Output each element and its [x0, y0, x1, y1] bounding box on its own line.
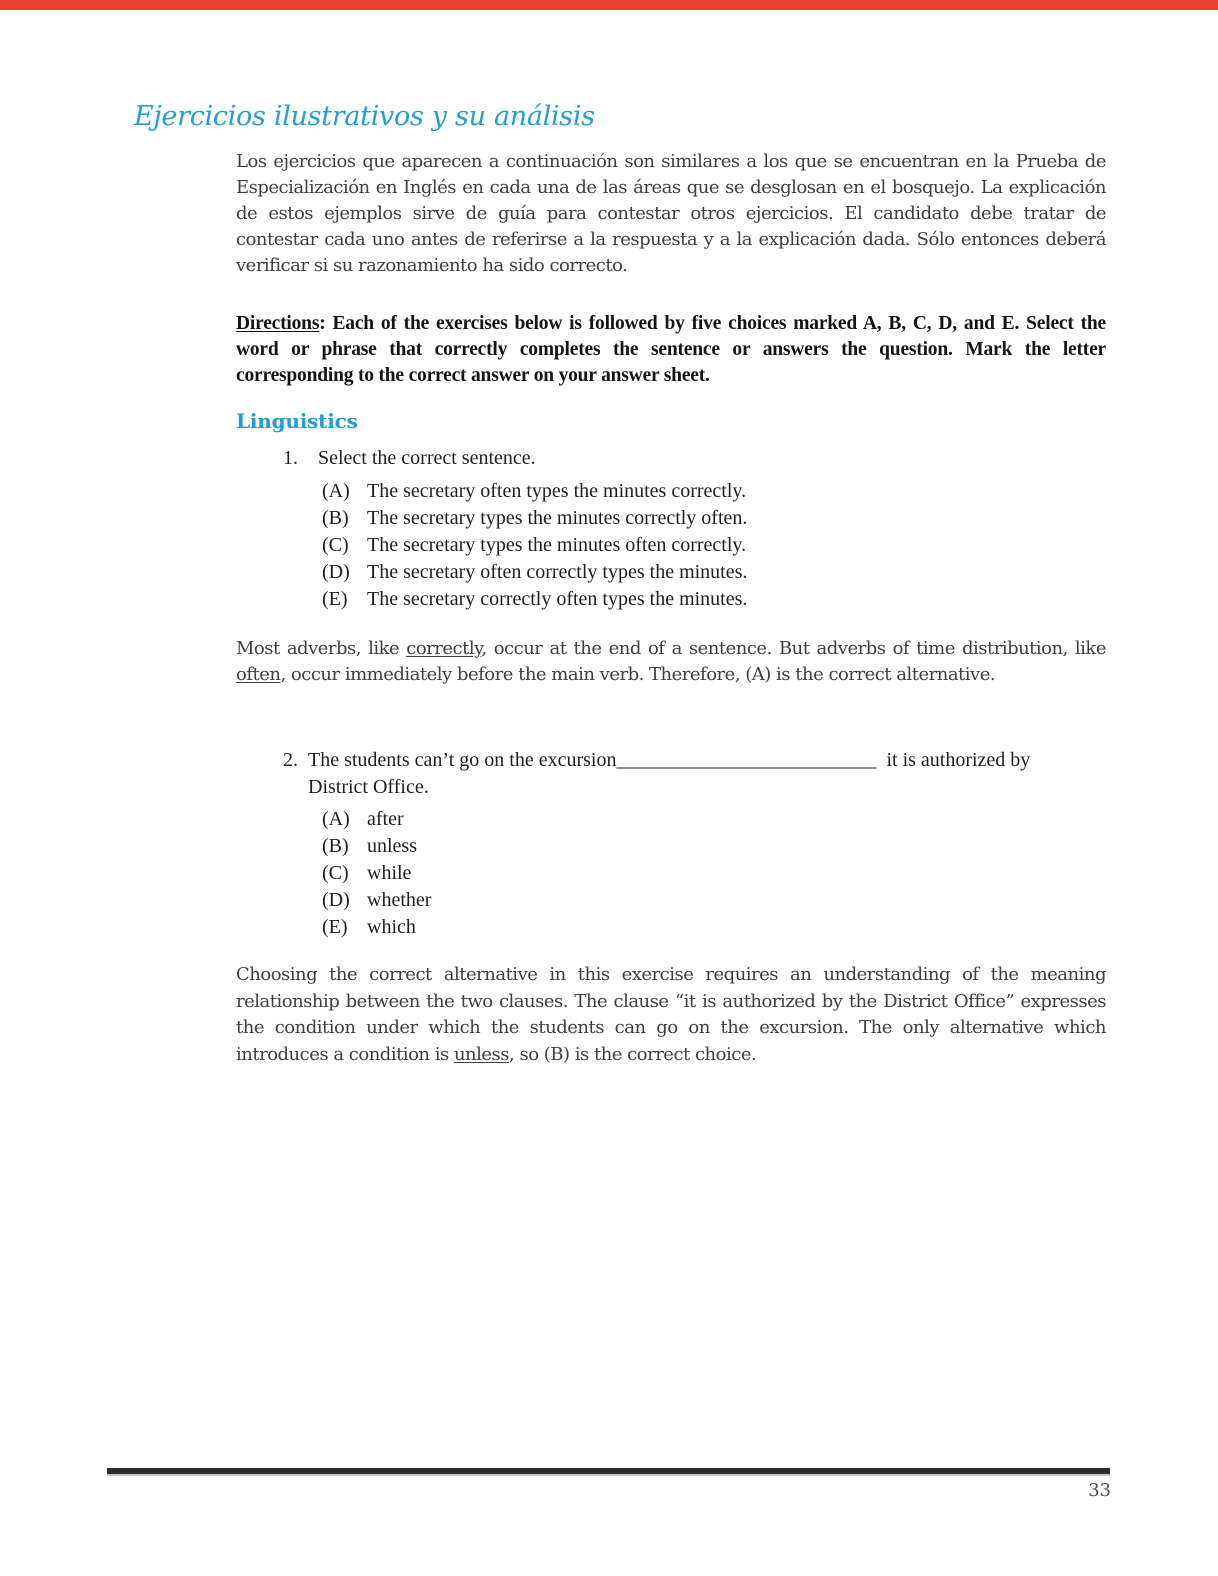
choice-letter: (E) [322, 588, 348, 610]
question-2-choices [322, 806, 431, 941]
choice-text: The secretary types the minutes often correctly. [367, 534, 747, 556]
choice-text: after [367, 808, 404, 830]
explanation-text: Most adverbs, like [236, 638, 407, 659]
underlined-word-correctly: correctly [406, 638, 482, 659]
question-2-line-2: District Office. [308, 776, 429, 798]
question-2-prompt [308, 747, 1030, 801]
choice-text: whether [367, 889, 432, 911]
explanation-question-2 [236, 962, 1106, 1068]
question-2-line-1 [308, 747, 1030, 774]
choice-letter: (C) [322, 534, 349, 556]
directions-separator: : [319, 313, 333, 334]
choice-row-2b [322, 833, 431, 860]
question-2-number: 2. [283, 749, 298, 771]
choice-row-2a [322, 806, 431, 833]
explanation-text: , occur at the end of a sentence. But adverbs of time distribution, like [481, 638, 1106, 659]
choice-letter: (D) [322, 561, 350, 583]
directions-body: Each of the exercises below is followed by five choices marked A, B, C, D, and E. Select the word or phrase that correctly completes the sentence or answers the question. Mark the letter corresponding to the correct answer on your answer sheet. [236, 313, 1106, 386]
choice-text: which [367, 916, 416, 938]
choice-letter: (C) [322, 862, 349, 884]
choice-row-1c [322, 532, 747, 559]
choice-row-1d [322, 559, 747, 586]
question-2 [283, 747, 1030, 801]
choice-row-1a [322, 478, 747, 505]
choice-row-2c [322, 860, 431, 887]
choice-text: while [367, 862, 412, 884]
answer-blank: __________________________ [616, 749, 877, 771]
choice-row-1b [322, 505, 747, 532]
page-number: 33 [1088, 1480, 1111, 1501]
section-heading-linguistics: Linguistics [236, 409, 358, 433]
choice-letter: (A) [322, 808, 350, 830]
footer-rule [107, 1468, 1110, 1476]
underlined-word-often: often [236, 664, 281, 685]
prompt-after-blank: it is authorized by [886, 749, 1031, 771]
choice-letter: (A) [322, 480, 350, 502]
choice-letter: (D) [322, 889, 350, 911]
directions-paragraph [236, 311, 1106, 389]
choice-row-2d [322, 887, 431, 914]
top-accent-bar [0, 0, 1218, 10]
choice-letter: (B) [322, 507, 349, 529]
intro-paragraph-spanish: Los ejercicios que aparecen a continuación son similares a los que se encuentran en la Prueba de Especialización en Inglés en cada una de las áreas que se desglosan en el bosquejo. La explicación de estos ejemplos sirve de guía para contestar otros ejercicios. El candidato debe tratar de contestar cada uno antes de referirse a la respuesta y a la explicación dada. Sólo entonces deberá verificar si su razonamiento ha sido correcto. [236, 151, 1106, 276]
choice-text: unless [367, 835, 417, 857]
choice-row-1e [322, 586, 747, 613]
question-1-number: 1. [283, 447, 298, 469]
page-title: Ejercicios ilustrativos y su análisis [134, 101, 595, 132]
choice-row-2e [322, 914, 431, 941]
question-1-choices [322, 478, 747, 613]
choice-letter: (B) [322, 835, 349, 857]
question-1 [283, 445, 536, 472]
choice-text: The secretary often correctly types the minutes. [367, 561, 748, 583]
choice-text: The secretary correctly often types the minutes. [367, 588, 748, 610]
prompt-before-blank: The students can’t go on the excursion [308, 749, 617, 771]
choice-text: The secretary types the minutes correctly often. [367, 507, 748, 529]
explanation-text: Choosing the correct alternative in this exercise requires an understanding of the meaning relationship between the two clauses. The clause “it is authorized by the District Office” expresses the condition under which the students can go on the excursion. The only alternative which introduces a condition is [236, 964, 1106, 1065]
choice-text: The secretary often types the minutes correctly. [367, 480, 747, 502]
question-1-prompt: Select the correct sentence. [318, 447, 536, 469]
choice-letter: (E) [322, 916, 348, 938]
explanation-text: , so (B) is the correct choice. [509, 1043, 757, 1065]
underlined-word-unless: unless [453, 1043, 510, 1065]
explanation-question-1 [236, 636, 1106, 688]
explanation-text: , occur immediately before the main verb. Therefore, (A) is the correct alternative. [280, 664, 996, 685]
directions-label: Directions [236, 313, 320, 334]
